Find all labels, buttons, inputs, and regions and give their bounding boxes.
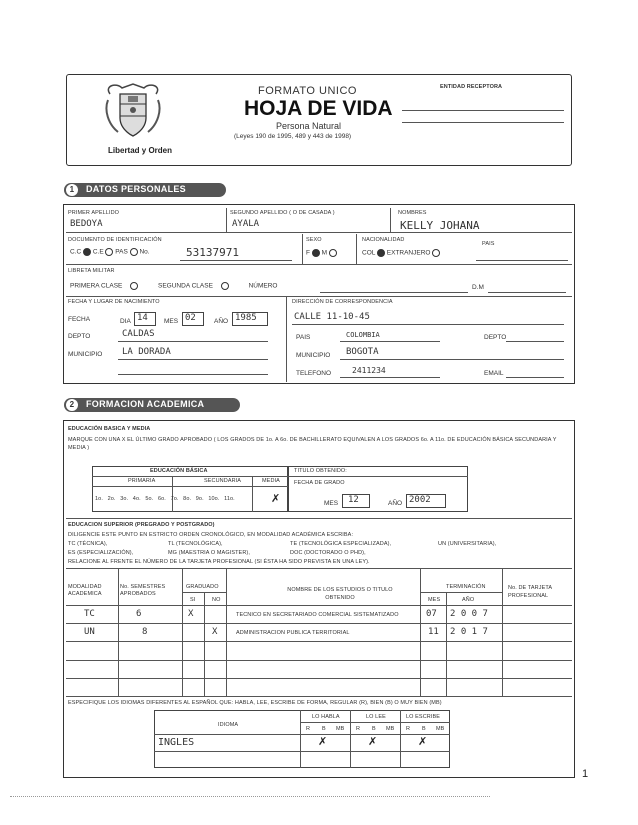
extra-line [118,374,268,375]
idioma-1-value[interactable]: INGLES [158,737,195,748]
dia-value: 14 [137,313,148,323]
row-modalidad: UN [84,627,95,637]
email-label: EMAIL [484,370,504,377]
r-habla: R [306,726,311,732]
table-row-line [66,678,572,679]
mb-escribe: MB [436,726,445,732]
dm-line [488,292,566,293]
receiving-entity-label: ENTIDAD RECEPTORA [440,84,503,90]
nacionalidad-label: NACIONALIDAD [362,237,405,243]
mod-tc: TC (TÉCNICA), [68,541,108,547]
basica-instructions: MARQUE CON UNA X EL ÚLTIMO GRADO APROBADO ( LOS GRADOS DE 1o. A 6o. DE BACHILLERATO EQUIVALEN A LOS GRADOS 6o. A 11o. DE EDUCACIÓN BÁSICA SECUNDARIA Y MEDIA ) [68,437,557,451]
email-line [506,377,564,378]
section-1-title: DATOS PERSONALES [86,184,186,194]
table-row-line [66,660,572,661]
habla-mark: ✗ [318,735,328,748]
b-escribe: B [422,726,426,732]
extranjero-radio[interactable] [432,249,440,257]
col-nombre: NOMBRE DE LOS ESTUDIOS O TITULO OBTENIDO [287,587,393,601]
pais-corr-label: PAIS [296,334,311,341]
col-modalidad: MODALIDAD ACADEMICA [68,584,102,597]
sexo-label: SEXO [306,237,322,243]
secundaria-label: SECUNDARIA [204,478,242,484]
col-mes: MES [428,597,441,603]
direccion-line [292,324,564,325]
libreta-label: LIBRETA MILITAR [68,268,115,274]
sexo-options[interactable] [306,249,337,257]
mb-habla: MB [336,726,345,732]
segundo-apellido-value[interactable]: AYALA [232,219,260,229]
extranjero-label: EXTRANJERO [386,249,431,257]
mes-grado-value: 12 [348,495,359,505]
mod-un: UN (UNIVERSITARIA), [438,541,497,547]
basica-title: EDUCACIÓN BASICA Y MEDIA [68,426,151,432]
primaria-label: PRIMARIA [128,478,156,484]
superior-instructions: DILIGENCIE ESTE PUNTO EN ESTRICTO ORDEN CRONOLÓGICO, EN MODALIDAD ACADÉMICA ESCRIBA: [68,532,354,538]
municipio-corr-value[interactable]: BOGOTA [346,347,379,357]
sexo-f-radio-checked[interactable] [312,249,320,257]
page-number: 1 [582,768,589,780]
lo-lee-label: LO LEE [366,714,386,720]
row-divider [66,264,572,265]
telefono-label: TELEFONO [296,370,332,377]
segunda-clase-label: SEGUNDA CLASE [158,282,213,290]
col-subdivider [420,592,502,593]
coat-of-arms-logo [102,80,164,144]
row-mes: 11 [428,627,439,637]
col-subdivider [182,592,226,593]
pais-label: PAIS [482,241,495,247]
pais-corr-value[interactable]: COLOMBIA [346,331,380,339]
telefono-value[interactable]: 2411234 [352,366,386,375]
row-semestres: 8 [142,627,148,637]
mod-es: ES (ESPECIALIZACIÓN), [68,550,134,556]
basica-header: EDUCACIÓN BÁSICA [150,468,208,474]
primer-apellido-value[interactable]: BEDOYA [70,219,103,229]
grid-divider [92,486,288,487]
mes-value: 02 [185,313,196,323]
ce-radio[interactable] [105,248,113,256]
idiomas-instructions: ESPECIFIQUE LOS IDIOMAS DIFERENTES AL ESPAÑOL QUE: HABLA, LEE, ESCRIBE DE FORMA, REGULAR (R), BIEN (B) O MUY BIEN (MB) [68,700,442,706]
dia-label: DIA [120,318,131,325]
table-row[interactable] [66,624,572,642]
depto-line [118,341,268,342]
grid-divider [300,722,450,723]
row-divider [66,232,572,233]
nacionalidad-options[interactable] [362,249,440,257]
direccion-label: DIRECCIÓN DE CORRESPONDENCIA [292,299,393,305]
segunda-clase-radio[interactable] [221,282,229,290]
section-divider [66,518,572,519]
documento-label: DOCUMENTO DE IDENTIFICACIÓN [68,237,162,243]
col-no: NO [212,597,221,603]
cc-radio-checked[interactable] [83,248,91,256]
grade-row[interactable] [95,496,235,502]
divider [302,234,303,264]
ano-grado-value: 2002 [409,495,431,505]
grade-2[interactable]: 2o. [107,496,116,502]
municipio-label: MUNICIPIO [68,351,103,358]
divider [390,208,391,232]
col-terminacion: TERMINACIÓN [446,584,486,590]
col-tarjeta: No. DE TARJETA PROFESIONAL [508,585,552,599]
municipio-corr-line [340,359,564,360]
depto-corr-line [506,341,564,342]
mod-do: DOC (DOCTORADO O PHD), [290,550,366,556]
col-graduado: GRADUADO [186,584,219,590]
doc-type-options[interactable] [70,248,150,256]
titulo-obtenido-label: TITULO OBTENIDO: [294,468,347,474]
col-label: COL [362,249,376,257]
col-divider [350,710,351,768]
section-2-number: 2 [66,399,78,411]
mes-label: MES [164,318,179,325]
col-divider [300,710,301,768]
r-escribe: R [406,726,411,732]
divider [226,208,227,232]
receiving-entity-line-1 [402,110,564,111]
nombres-value[interactable]: KELLY JOHANA [400,219,480,232]
section-2-badge [64,398,240,412]
row-nombre: ADMINISTRACION PUBLICA TERRITORIAL [236,630,350,636]
sexo-m-radio[interactable] [329,249,337,257]
escribe-mark: ✗ [418,735,428,748]
grade-3[interactable]: 3o. [120,496,129,502]
direccion-value[interactable]: CALLE 11-10-45 [294,312,370,322]
grid-divider [288,476,468,477]
section-2-title: FORMACION ACADEMICA [86,399,205,409]
doc-number-line [180,260,292,261]
grid-divider [154,734,450,735]
pais-line [476,260,568,261]
numero-line [320,292,468,293]
no-label: No. [139,248,150,256]
r-lee: R [356,726,361,732]
fecha-grado-label: FECHA DE GRADO [294,480,345,486]
row-mes: 07 [426,609,437,619]
ano-grado-label: AÑO [388,500,403,507]
row-ano: 2 0 0 7 [450,609,488,619]
grade-11-mark: ✗ [271,492,281,505]
libreta-options[interactable] [70,282,277,290]
grid-divider [252,476,253,512]
grade-4[interactable]: 4o. [132,496,141,502]
grade-10[interactable]: 10o. [208,496,220,502]
section-1-number: 1 [66,184,78,196]
laws-reference: (Leyes 190 de 1995, 489 y 443 de 1998) [234,133,352,140]
document-number-value[interactable]: 53137971 [186,246,239,259]
row-si: X [188,609,194,619]
mod-te: TE (TECNOLÓGICA ESPECIALIZADA), [290,541,392,547]
grade-5[interactable]: 5o. [145,496,154,502]
grade-7[interactable]: 7o. [170,496,179,502]
page-title: HOJA DE VIDA [244,97,393,120]
section-1-badge [64,183,226,197]
fecha-label: FECHA [68,316,91,323]
mod-mg: MG (MAESTRIA O MAGISTER), [168,550,250,556]
divider [286,296,287,382]
telefono-line [340,377,440,378]
table-bottom [66,696,572,697]
grade-8[interactable]: 8o. [183,496,192,502]
row-semestres: 6 [136,609,142,619]
lo-escribe-label: LO ESCRIBE [406,714,441,720]
footer-dotted-line [10,796,490,797]
cc-label: C.C [70,248,82,256]
col-radio-checked[interactable] [377,249,385,257]
grade-6[interactable]: 6o. [157,496,166,502]
primera-clase-radio[interactable] [130,282,138,290]
media-label: MEDIA [262,478,280,484]
col-divider [400,710,401,768]
mb-lee: MB [386,726,395,732]
idioma-label: IDIOMA [218,722,239,728]
mod-tl: TL (TECNOLÓGICA), [168,541,223,547]
grid-divider [172,476,173,512]
coat-of-arms-motto: Libertad y Orden [108,146,173,155]
table-row[interactable] [66,606,572,624]
municipio-value[interactable]: LA DORADA [122,347,171,357]
municipio-line [118,359,268,360]
primera-clase-label: PRIMERA CLASE [70,282,123,290]
lo-habla-label: LO HABLA [312,714,340,720]
ano-label: AÑO [214,318,229,325]
receiving-entity-line-2 [402,122,564,123]
ano-value: 1985 [235,313,257,323]
grade-11[interactable]: 11o. [224,496,235,502]
form-type-label: FORMATO UNICO [258,85,357,97]
col-si: SI [190,597,196,603]
lee-mark: ✗ [368,735,378,748]
grid-divider [92,476,288,477]
mes-grado-label: MES [324,500,339,507]
grid-divider [154,751,450,752]
divider [356,234,357,264]
depto-corr-label: DEPTO [484,334,507,341]
dm-label: D.M [472,284,484,291]
grade-9[interactable]: 9o. [195,496,204,502]
pais-corr-line [340,341,440,342]
nombres-label: NOMBRES [398,210,427,216]
table-top [66,568,572,569]
grade-1[interactable]: 1o. [95,496,103,502]
row-divider [66,296,572,297]
numero-label: NÚMERO [248,282,278,290]
fecha-lugar-label: FECHA Y LUGAR DE NACIMIENTO [68,299,160,305]
pas-label: PAS [115,248,128,256]
sexo-f-label: F [306,249,310,257]
superior-title: EDUCACION SUPERIOR (PREGRADO Y POSTGRADO) [68,522,215,528]
pas-radio[interactable] [130,248,138,256]
primer-apellido-label: PRIMER APELLIDO [68,210,120,216]
row-modalidad: TC [84,609,95,619]
b-lee: B [372,726,376,732]
col-semestres: No. SEMESTRES APROBADOS [120,584,166,597]
depto-value[interactable]: CALDAS [122,329,155,339]
ce-label: C.E [92,248,104,256]
pais-nac-label: DEPTO [68,333,91,340]
b-habla: B [322,726,326,732]
page-subtitle: Persona Natural [276,121,342,131]
sexo-m-label: M [321,249,328,257]
row-nombre: TECNICO EN SECRETARIADO COMERCIAL SISTEMATIZADO [236,612,399,618]
row-no: X [212,627,218,637]
col-ano: AÑO [462,597,475,603]
municipio-corr-label: MUNICIPIO [296,352,331,359]
row-ano: 2 0 1 7 [450,627,488,637]
segundo-apellido-label: SEGUNDO APELLIDO ( O DE CASADA ) [230,210,335,216]
tarjeta-instructions: RELACIONE AL FRENTE EL NÚMERO DE LA TARJETA PROFESIONAL (SI ÉSTA HA SIDO PREVISTA EN UNA LEY). [68,559,370,565]
